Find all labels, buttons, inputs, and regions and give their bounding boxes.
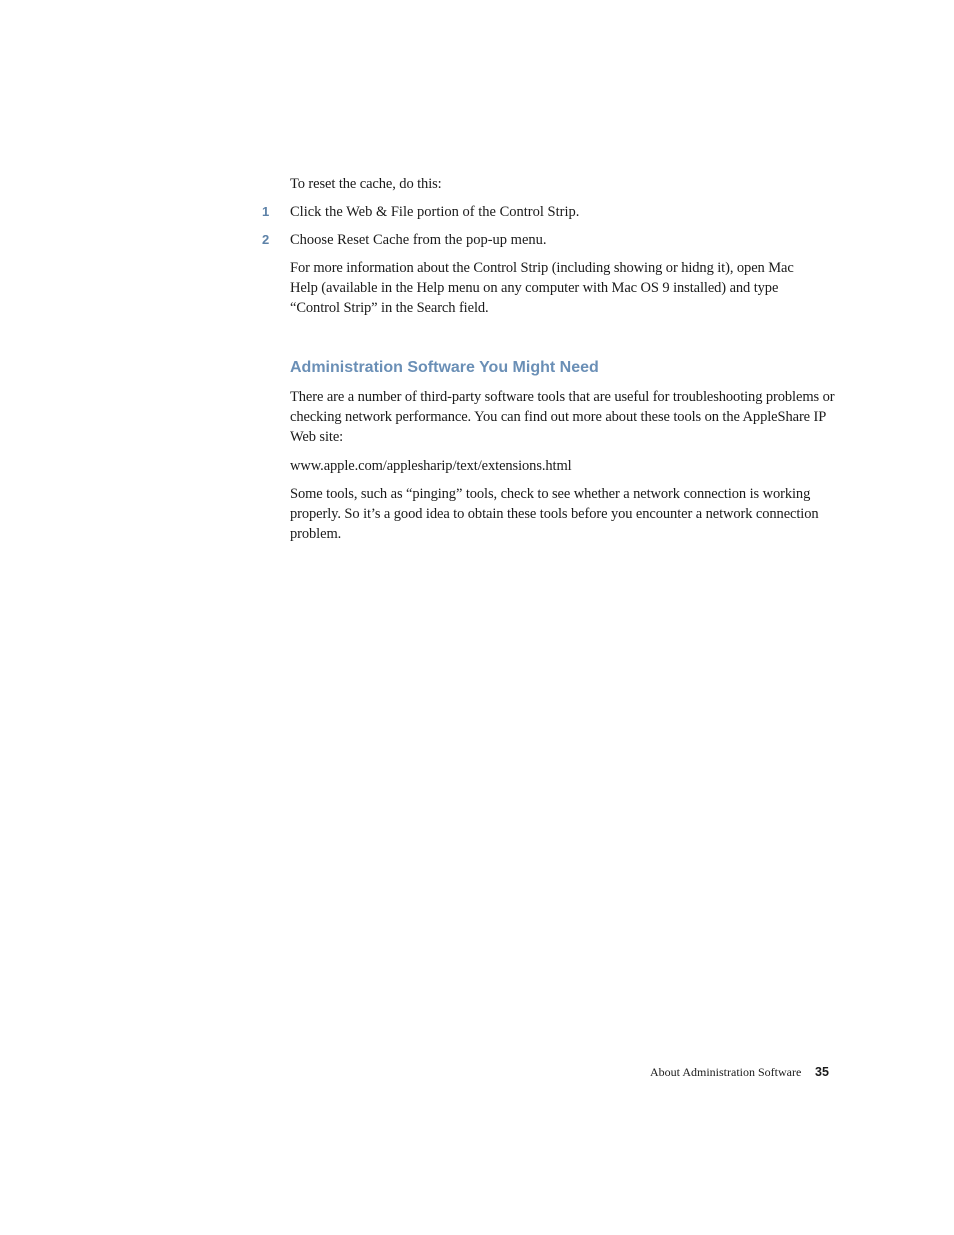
more-info-paragraph: For more information about the Control Strip (including showing or hidng it), open Mac Help (available in the Help menu on any computer with Mac OS 9 installed) and type “Control Strip” in the Search field.: [290, 260, 794, 316]
web-url: www.apple.com/applesharip/text/extensions.html: [290, 458, 572, 474]
step-text-1: Click the Web & File portion of the Control Strip.: [290, 204, 580, 220]
section-heading: Administration Software You Might Need: [290, 359, 599, 376]
step-number-1: 1: [262, 204, 270, 219]
pinging-paragraph: Some tools, such as “pinging” tools, check to see whether a network connection is working properly. So it’s a good idea to obtain these tools before you encounter a network connection problem.: [290, 486, 819, 542]
tools-paragraph: There are a number of third-party software tools that are useful for troubleshooting problems or checking network performance. You can find out more about these tools on the AppleShare IP Web site:: [290, 389, 835, 445]
footer-page-number: 35: [815, 1065, 829, 1079]
intro-text: To reset the cache, do this:: [290, 176, 442, 192]
step-text-2: Choose Reset Cache from the pop-up menu.: [290, 232, 547, 248]
step-number-2: 2: [262, 232, 270, 247]
footer-chapter-title: About Administration Software: [650, 1065, 802, 1079]
